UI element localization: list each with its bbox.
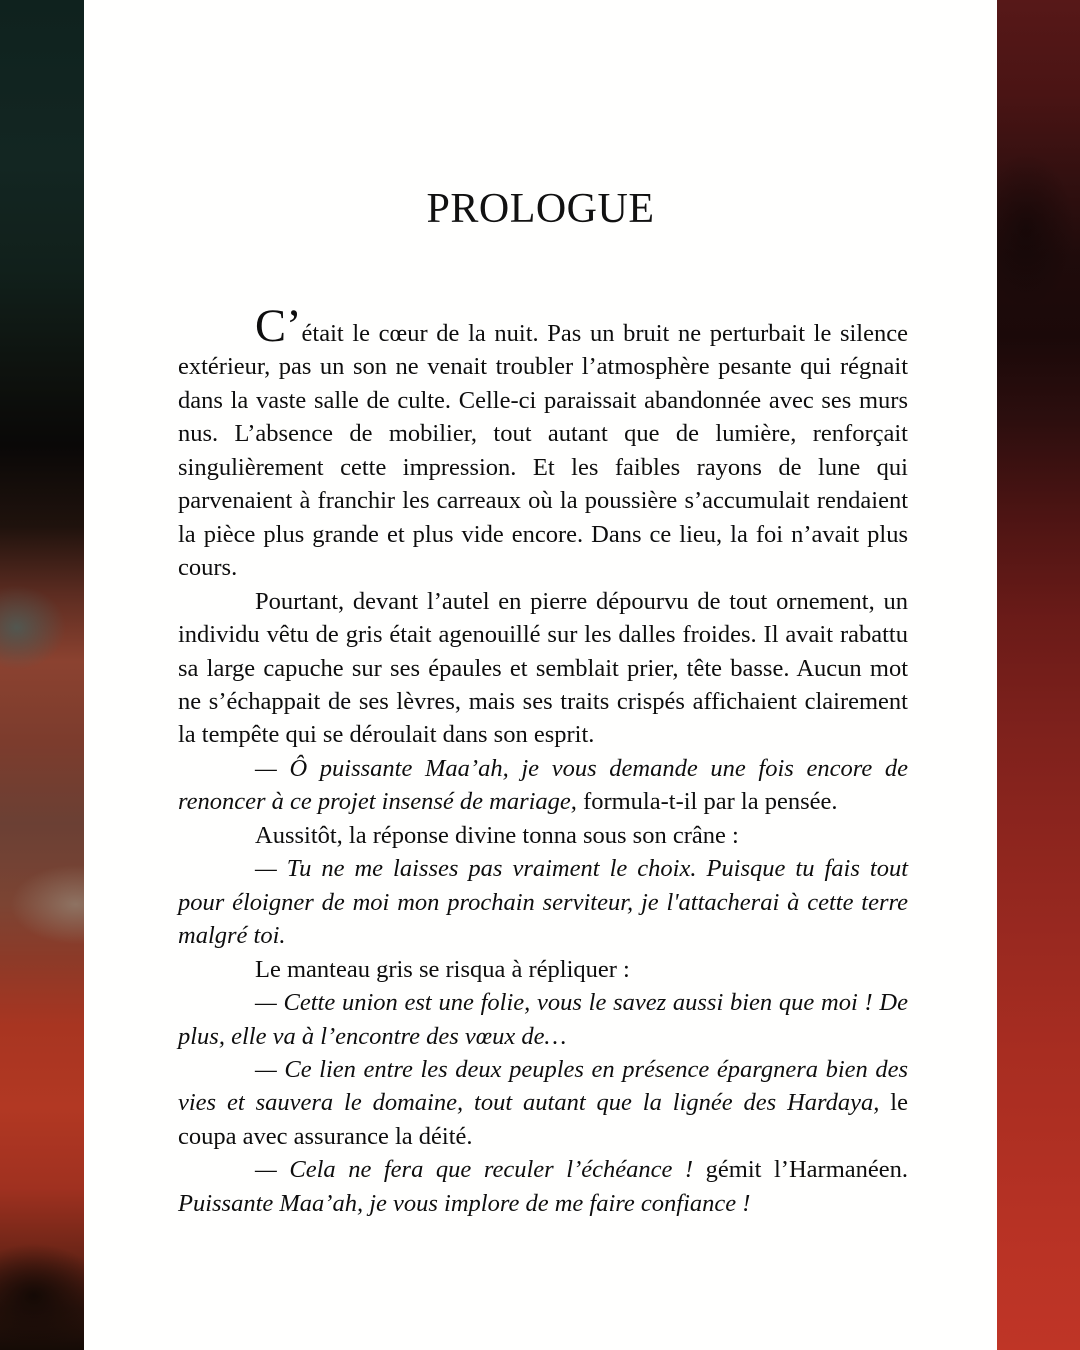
paragraph — [178, 1153, 908, 1220]
text-segment: — Cette union est une folie, vous le savez aussi bien que moi ! De plus, elle va à l’encontre des vœux de… — [178, 989, 908, 1050]
background-cover-art-left — [0, 0, 84, 1350]
text-segment: — Ô puissante Maa’ah, je vous demande une fois encore de renoncer à ce projet insensé de mariage, — [178, 754, 908, 816]
paragraph — [178, 852, 908, 952]
text-segment: le coupa avec assurance la déité. — [178, 1089, 908, 1150]
book-page — [84, 0, 997, 1350]
text-segment: C’ — [255, 301, 302, 352]
text-segment: formula-t-il par la pensée. — [576, 788, 838, 816]
text-segment: Puissante Maa’ah, je vous implore de me faire confiance ! — [178, 1189, 751, 1217]
paragraph — [178, 1053, 908, 1153]
text-segment: Aussitôt, la réponse divine tonna sous son crâne : — [255, 821, 739, 849]
chapter-title: PROLOGUE — [426, 186, 655, 232]
paragraph — [178, 953, 908, 986]
text-segment: était le cœur de la nuit. Pas un bruit ne perturbait le silence extérieur, pas un son ne venait troubler l’atmosphère pesante qui régnait dans la vaste salle de culte. Celle-ci paraissait abandonnée avec ses murs nus. L’absence de mobilier, tout autant que de lumière, renforçait singulièrement cette impression. Et les faibles rayons de lune qui parvenaient à franchir les carreaux où la poussière s’accumulait rendaient la pièce plus grande et plus vide encore. Dans ce lieu, la foi n’avait plus cours. — [178, 320, 908, 582]
text-segment: — Tu ne me laisses pas vraiment le choix. Puisque tu fais tout pour éloigner de moi mon prochain serviteur, je l'attacherai à cette terre malgré toi. — [178, 855, 908, 950]
background-cover-art-right — [997, 0, 1080, 1350]
paragraph — [178, 301, 908, 585]
text-segment: Pourtant, devant l’autel en pierre dépourvu de tout ornement, un individu vêtu de gris était agenouillé sur les dalles froides. Il avait rabattu sa large capuche sur ses épaules et semblait prier, tête basse. Aucun mot ne s’échappait de ses lèvres, mais ses traits crispés affichaient clairement la tempête qui se déroulait dans son esprit. — [178, 587, 908, 749]
text-segment: Le manteau gris se risqua à répliquer : — [255, 955, 630, 983]
text-segment: gémit l’Harmanéen. — [693, 1156, 909, 1184]
paragraph — [178, 752, 908, 819]
text-segment: — Cela ne fera que reculer l’échéance ! — [255, 1156, 694, 1184]
text-segment: — Ce lien entre les deux peuples en présence épargnera bien des vies et sauvera le domaine, tout autant que la lignée des Hardaya, — [178, 1055, 908, 1117]
paragraph — [178, 986, 908, 1053]
paragraph — [178, 585, 908, 752]
paragraph — [178, 819, 908, 852]
page-text — [178, 301, 909, 1220]
